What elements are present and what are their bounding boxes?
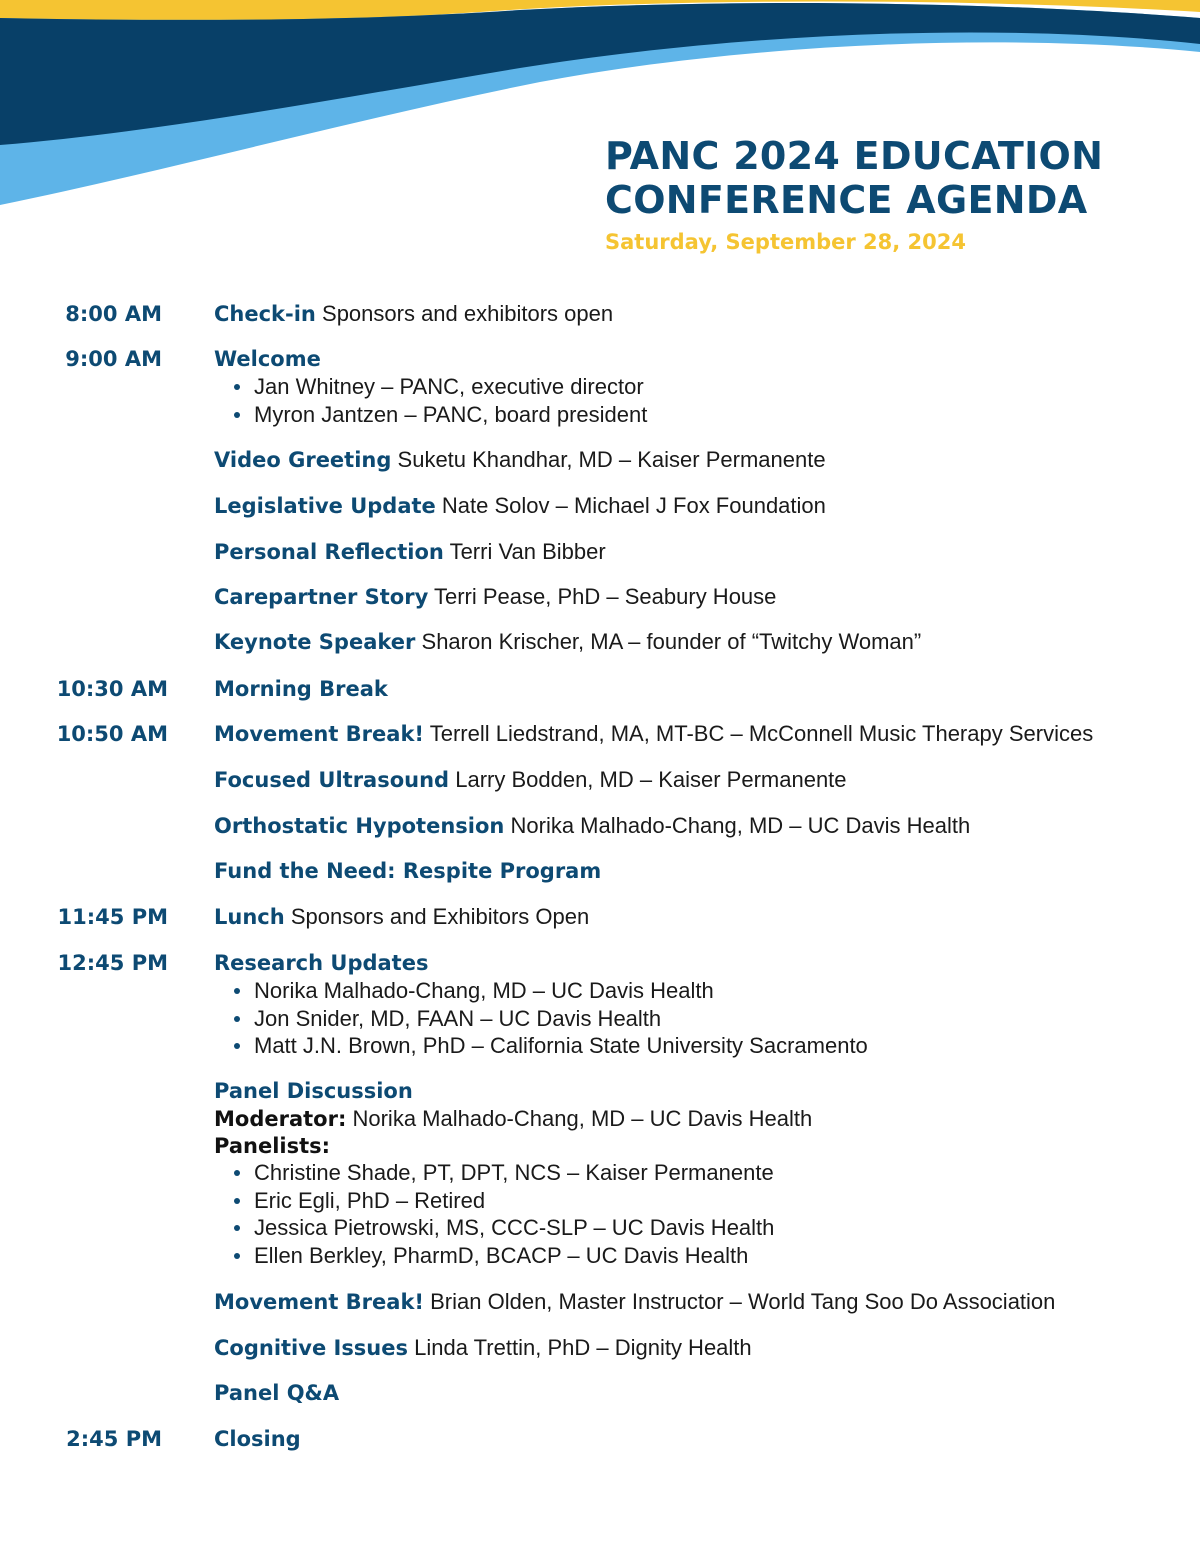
session-title: Check-in bbox=[214, 302, 316, 326]
session-detail: Terri Van Bibber bbox=[449, 539, 606, 564]
agenda-entry bbox=[214, 812, 1189, 840]
session-title: Movement Break! bbox=[214, 722, 424, 746]
list-item: Norika Malhado-Chang, MD – UC Davis Health bbox=[232, 977, 1189, 1005]
agenda-entry bbox=[214, 1379, 1189, 1407]
time-label: 2:45 PM bbox=[66, 1427, 162, 1451]
page-title-line-2: CONFERENCE AGENDA bbox=[605, 178, 1088, 222]
session-title: Keynote Speaker bbox=[214, 630, 416, 654]
agenda-entry bbox=[214, 1288, 1189, 1316]
moderator-label: Moderator: bbox=[214, 1107, 347, 1131]
session-detail: Terri Pease, PhD – Seabury House bbox=[434, 584, 777, 609]
session-title: Personal Reflection bbox=[214, 540, 444, 564]
session-title: Focused Ultrasound bbox=[214, 768, 450, 792]
session-title: Closing bbox=[214, 1427, 301, 1451]
moderator-name: Norika Malhado-Chang, MD – UC Davis Health bbox=[352, 1106, 813, 1131]
session-title: Cognitive Issues bbox=[214, 1336, 409, 1360]
agenda-entry bbox=[214, 492, 1189, 520]
panelists-label: Panelists: bbox=[214, 1134, 331, 1158]
speaker-list bbox=[214, 977, 1189, 1060]
agenda-entry bbox=[214, 538, 1189, 566]
session-detail: Norika Malhado-Chang, MD – UC Davis Health bbox=[510, 813, 971, 838]
agenda-entry bbox=[214, 1077, 1189, 1269]
agenda-entry bbox=[214, 1334, 1189, 1362]
list-item: Christine Shade, PT, DPT, NCS – Kaiser Permanente bbox=[232, 1159, 1189, 1187]
agenda-entry bbox=[214, 1425, 1189, 1453]
bullet-icon bbox=[234, 1043, 240, 1049]
session-detail: Nate Solov – Michael J Fox Foundation bbox=[441, 493, 826, 518]
session-title: Research Updates bbox=[214, 951, 429, 975]
agenda-entry bbox=[214, 720, 1189, 748]
session-title: Panel Q&A bbox=[214, 1381, 340, 1405]
session-title: Fund the Need: Respite Program bbox=[214, 859, 602, 883]
session-detail: Brian Olden, Master Instructor – World Tang Soo Do Association bbox=[430, 1289, 1056, 1314]
bullet-icon bbox=[234, 988, 240, 994]
title-block bbox=[605, 134, 1185, 256]
bullet-icon bbox=[234, 1016, 240, 1022]
list-item: Ellen Berkley, PharmD, BCACP – UC Davis Health bbox=[232, 1242, 1189, 1270]
list-item: Jan Whitney – PANC, executive director bbox=[232, 373, 1189, 401]
page-title-line-1: PANC 2024 EDUCATION bbox=[605, 134, 1104, 178]
bullet-icon bbox=[234, 412, 240, 418]
session-detail: Suketu Khandhar, MD – Kaiser Permanente bbox=[397, 447, 826, 472]
time-label: 11:45 PM bbox=[57, 905, 168, 929]
list-item: Jessica Pietrowski, MS, CCC-SLP – UC Davis Health bbox=[232, 1214, 1189, 1242]
agenda-entry bbox=[214, 949, 1189, 1060]
list-item: Jon Snider, MD, FAAN – UC Davis Health bbox=[232, 1005, 1189, 1033]
list-item: Matt J.N. Brown, PhD – California State University Sacramento bbox=[232, 1032, 1189, 1060]
time-label: 10:50 AM bbox=[56, 722, 168, 746]
session-title: Video Greeting bbox=[214, 448, 392, 472]
session-title: Lunch bbox=[214, 905, 285, 929]
agenda-entry bbox=[214, 300, 1189, 328]
agenda-entry bbox=[214, 903, 1189, 931]
agenda-entry bbox=[214, 766, 1189, 794]
agenda-entry bbox=[214, 583, 1189, 611]
bullet-icon bbox=[234, 1170, 240, 1176]
session-detail: Linda Trettin, PhD – Dignity Health bbox=[414, 1335, 752, 1360]
speaker-list bbox=[214, 373, 1189, 428]
dark-navy-wave bbox=[0, 3, 1200, 145]
bullet-icon bbox=[234, 1198, 240, 1204]
bullet-icon bbox=[234, 1253, 240, 1259]
agenda-entry bbox=[214, 628, 1189, 656]
session-title: Panel Discussion bbox=[214, 1079, 413, 1103]
session-title: Morning Break bbox=[214, 677, 388, 701]
time-label: 9:00 AM bbox=[65, 347, 162, 371]
bullet-icon bbox=[234, 1225, 240, 1231]
session-detail: Sponsors and exhibitors open bbox=[322, 301, 614, 326]
session-title: Welcome bbox=[214, 347, 321, 371]
panelist-list bbox=[214, 1159, 1189, 1269]
session-detail: Sharon Krischer, MA – founder of “Twitchy Woman” bbox=[421, 629, 922, 654]
agenda-entry bbox=[214, 345, 1189, 428]
agenda-entry bbox=[214, 857, 1189, 885]
session-detail: Larry Bodden, MD – Kaiser Permanente bbox=[455, 767, 847, 792]
session-title: Orthostatic Hypotension bbox=[214, 814, 505, 838]
bullet-icon bbox=[234, 384, 240, 390]
time-label: 8:00 AM bbox=[65, 302, 162, 326]
time-label: 12:45 PM bbox=[57, 951, 168, 975]
agenda-entry bbox=[214, 446, 1189, 474]
session-title: Movement Break! bbox=[214, 1290, 424, 1314]
session-title: Legislative Update bbox=[214, 494, 436, 518]
session-title: Carepartner Story bbox=[214, 585, 429, 609]
session-detail: Sponsors and Exhibitors Open bbox=[290, 904, 590, 929]
event-date: Saturday, September 28, 2024 bbox=[605, 230, 967, 254]
list-item: Myron Jantzen – PANC, board president bbox=[232, 401, 1189, 429]
list-item: Eric Egli, PhD – Retired bbox=[232, 1187, 1189, 1215]
session-detail: Terrell Liedstrand, MA, MT-BC – McConnell Music Therapy Services bbox=[429, 721, 1094, 746]
time-label: 10:30 AM bbox=[56, 677, 168, 701]
agenda-entry bbox=[214, 675, 1189, 703]
